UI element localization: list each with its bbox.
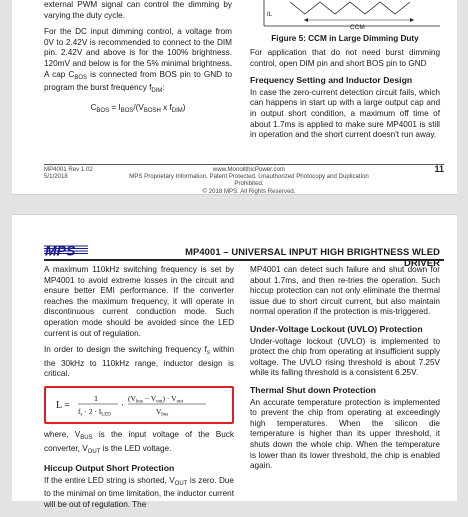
svg-text:L =: L =	[56, 399, 70, 411]
section-heading-hiccup: Hiccup Output Short Protection	[44, 463, 175, 474]
footer-notice: MPS Proprietary Information. Patent Protected. Unauthorized Photocopy and Duplication Prohibited.	[129, 173, 369, 188]
page-number: 11	[434, 164, 444, 174]
paragraph-pwm: external PWM signal can control the dimming by varying the duty cycle.	[44, 0, 232, 20]
footer-website[interactable]: www.MonolithicPower.com	[212, 166, 286, 173]
paragraph-thermal: An accurate temperature protection is implemented to prevent the chip from operating at exceedingly high temperatures. When the silicon die temperature is higher than its upper threshold, it shuts down the whole chip. When the temperature is lower than its lower threshold, the chip is enabled again.	[250, 397, 440, 471]
ccm-waveform-figure	[260, 0, 442, 30]
svg-text:fs · 2 · ILED: $f_s \cdot 2 \cdot I_{LED}$	[78, 406, 111, 418]
document-page-11	[12, 0, 457, 195]
inductor-formula-highlight	[44, 386, 234, 424]
footer-left	[44, 166, 93, 180]
doc-revision: MP4001 Rev 1.02	[44, 166, 93, 173]
left-column	[44, 265, 234, 517]
paragraph-where: where, $V_{BUS}$ is the input voltage of the Buck converter, $V_{OUT}$ is the LED voltage.	[44, 429, 234, 455]
left-column	[44, 0, 232, 116]
paragraph-burst-dimming: For application that do not need burst dimming control, open DIM pin and short BOS pin to GND	[250, 48, 440, 68]
mps-logo-icon	[44, 243, 88, 257]
paragraph-dc-dimming: For the DC input dimming control, a voltage from 0V to 2.42V is recommended to connect to the DIM pin. 2.42V and above is for the 100% brightness. 120mV and below is for the 5% minimal brightness. A cap $C_{BOS}$ is connected from BOS pin to GND to program the burst frequency $f_{DIM}$:	[44, 27, 233, 95]
right-column	[250, 265, 440, 478]
logo-lettering: MPS	[45, 242, 76, 259]
title-divider	[44, 259, 444, 261]
section-heading-frequency: Frequency Setting and Inductor Design	[250, 75, 413, 86]
paragraph-uvlo: Under-voltage lockout (UVLO) is implemented to protect the chip from operating at insufficient supply voltage. The UVLO rising threshold is about 7.25V while its falling threshold is a consistent 6.25V.	[250, 336, 440, 378]
paragraph-zero-current: In case the zero-current detection circuit fails, which can happens in start up with a large output cap and in output short condition, a maximum off time of about 1.7ms is applied to make sure MP4001 is still in operation and the short current doesn't run away.	[250, 87, 440, 140]
right-column	[250, 48, 440, 147]
section-heading-uvlo: Under-Voltage Lockout (UVLO) Protection	[250, 323, 423, 334]
svg-text:Vbus: $V_{bus}$	[156, 406, 169, 418]
svg-text:·: ·	[121, 399, 124, 410]
footer-center	[114, 166, 384, 195]
section-heading-thermal: Thermal Shut down Protection	[250, 384, 376, 395]
inductor-formula	[56, 392, 226, 418]
datasheet-title: MP4001 – UNIVERSAL INPUT HIGH BRIGHTNESS WLED DRIVER	[185, 246, 440, 268]
doc-date: 5/1/2018	[44, 173, 68, 181]
il-label: IL	[267, 12, 273, 18]
svg-text:1: 1	[94, 393, 98, 403]
footer-divider	[44, 164, 444, 165]
svg-text:(Vbus − Vout) · Vout: $(V_{bus} - V_{out}) \cdot V_{out}$	[128, 393, 183, 405]
paragraph-switching-frequency: A maximum 110kHz switching frequency is set by MP4001 to avoid extreme losses in the circuit and ensure better EMI performance. If the converter reaches the maximum frequency, it will operate in discontinuous current conduction mode. Such operation mode should be avoided since the LED current is out of regulation.	[44, 265, 234, 338]
document-page-12	[12, 214, 457, 509]
footer-copyright: © 2018 MPS. All Rights Reserved.	[202, 187, 296, 195]
paragraph-hiccup-detail: MP4001 can detect such failure and shut down for about 1.7ms, and then re-tries the operation. Such hiccup protection can not only eliminate the thermal issue due to short circuit current, but also maintain normal operation if the protection is mis-triggered.	[250, 265, 440, 317]
ccm-waveform-icon	[260, 0, 442, 30]
paragraph-inductor-design: In order to design the switching frequency $f_s$ within the 30kHz to 110kHz range, inductor design is critical.	[44, 345, 234, 379]
ccm-label: CCM	[350, 24, 365, 31]
paragraph-led-short: If the entire LED string is shorted, $V_{OUT}$ is zero. Due to the minimal on time limitation, the inductor current will be out of regulation. The	[44, 475, 234, 509]
figure-caption: Figure 5: CCM in Large Dimming Duty	[271, 34, 419, 43]
cbos-equation: $C_{BOS} = I_{BOS}/(V_{BOSH}$ x $f_{DIM}$)	[90, 102, 186, 114]
